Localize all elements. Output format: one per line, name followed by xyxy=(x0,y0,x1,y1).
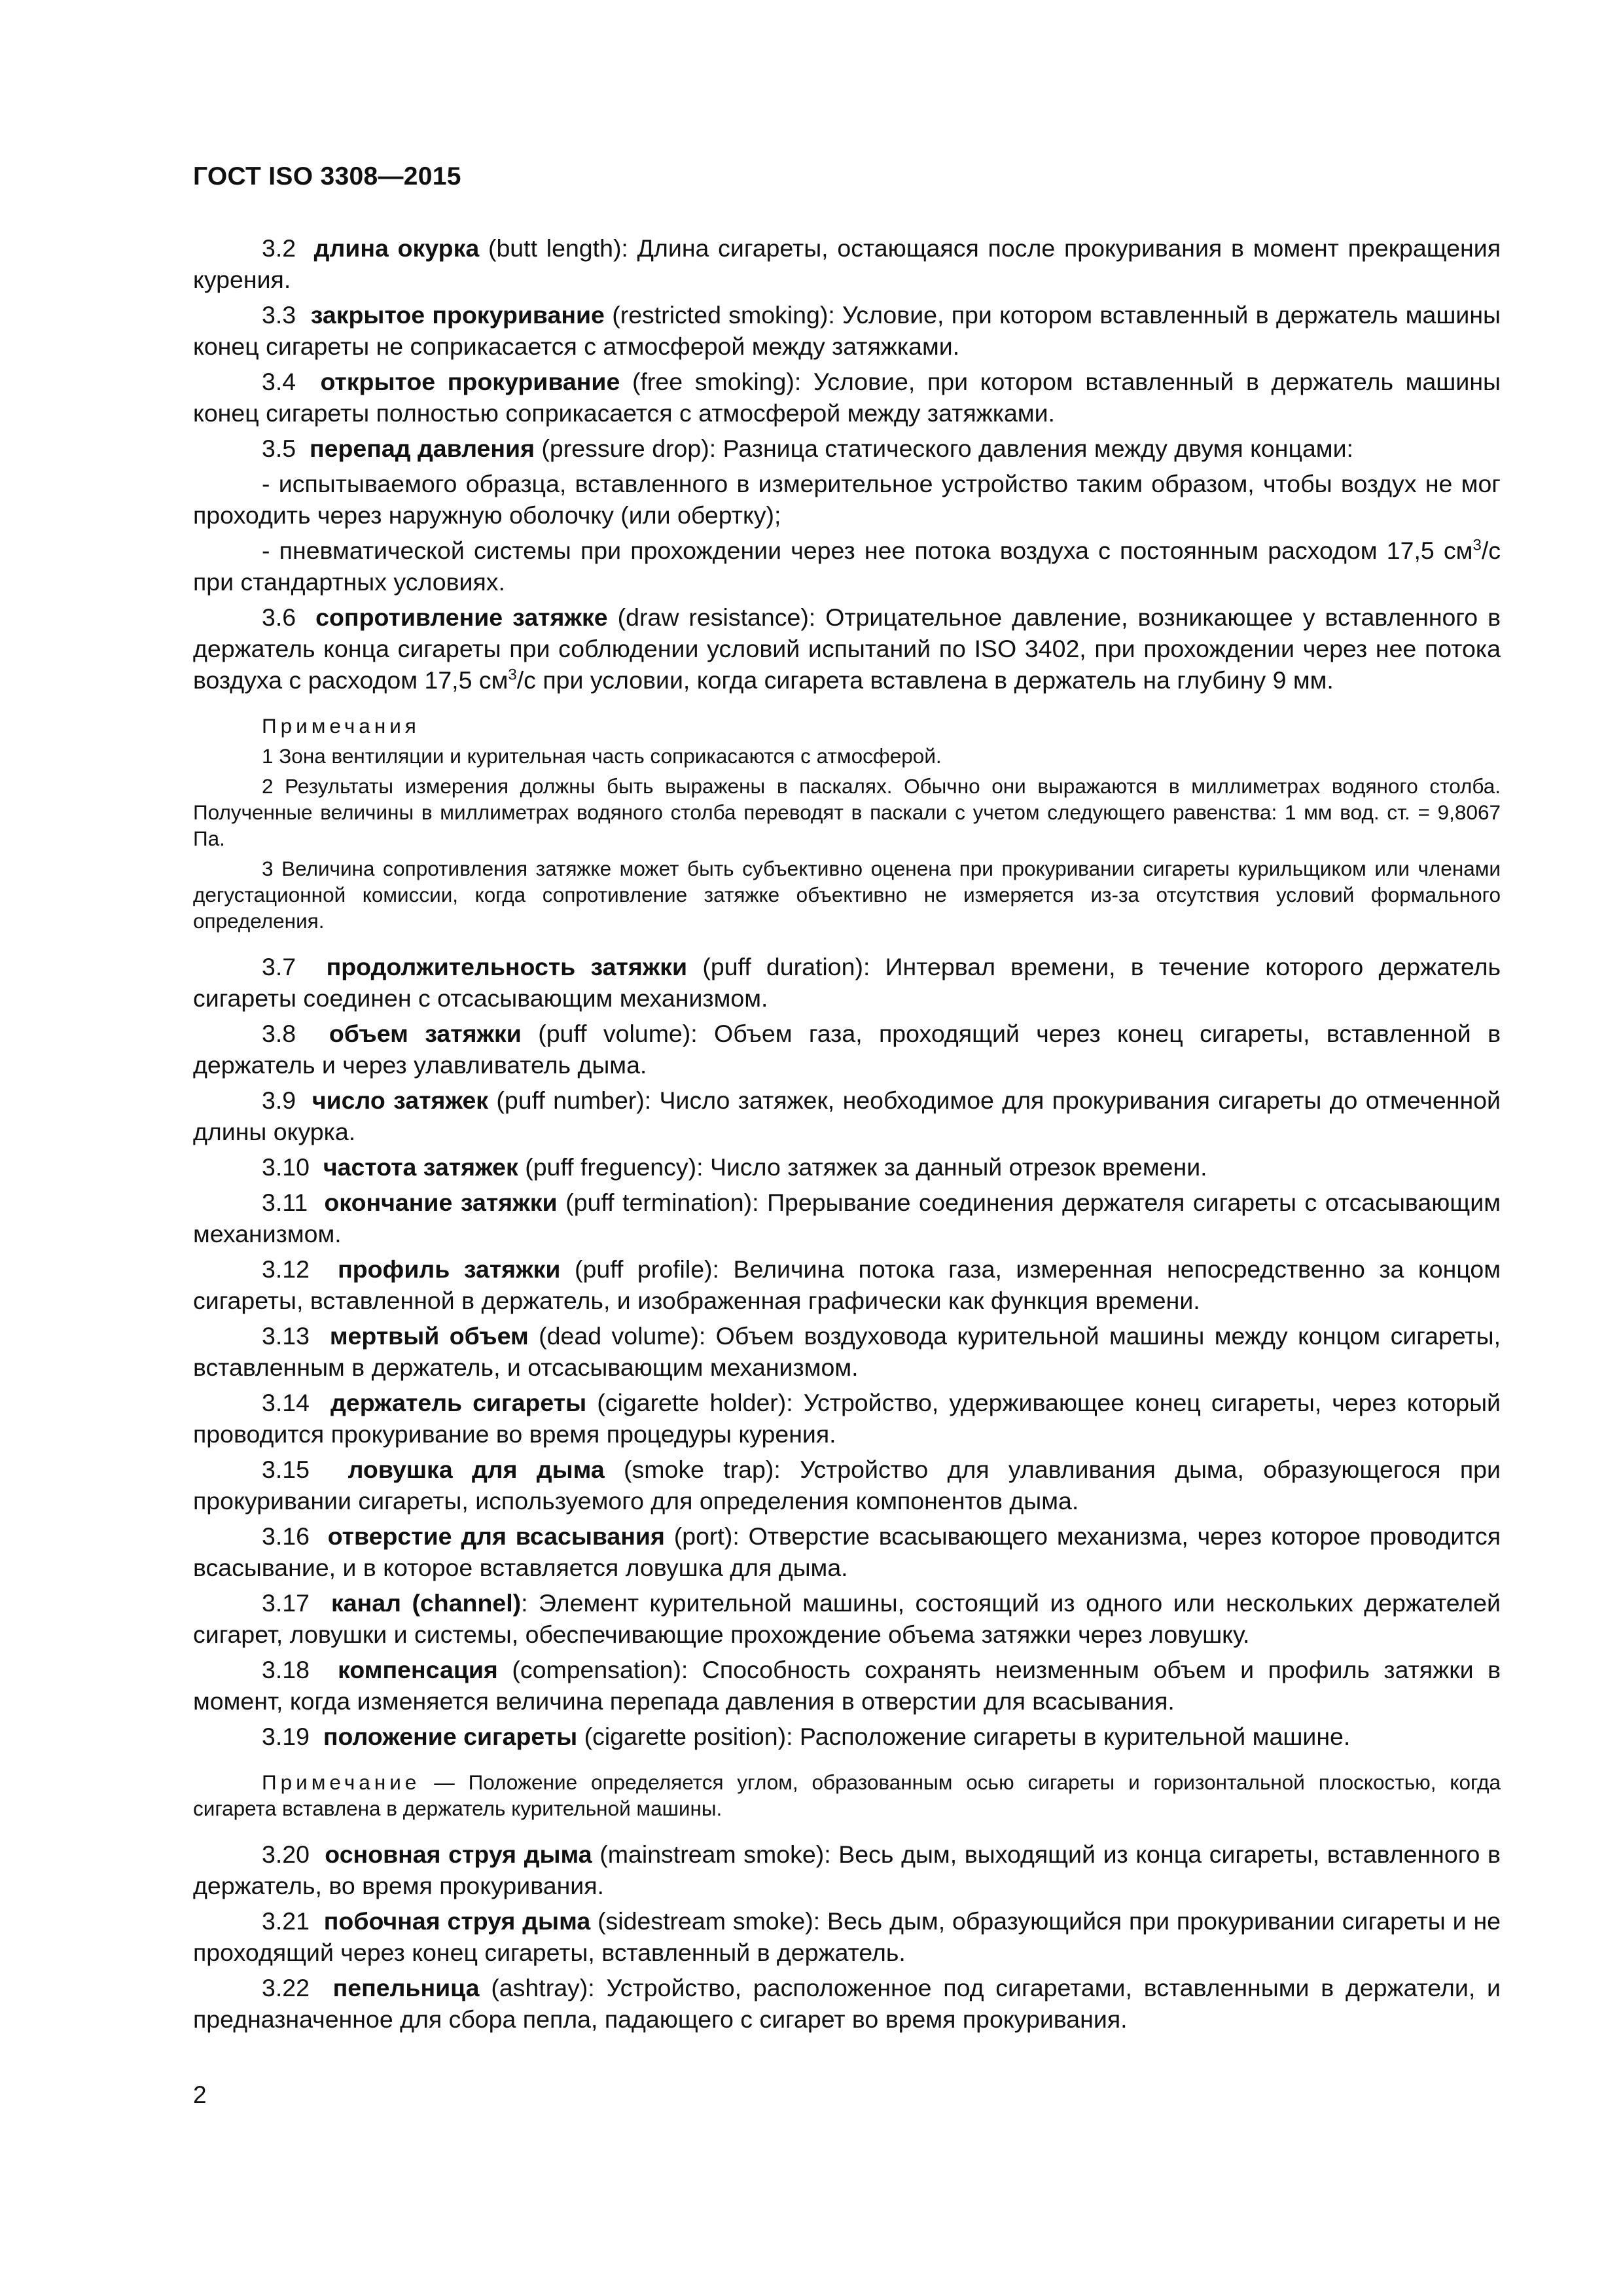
list-item: - испытываемого образца, вставленного в измерительное устройство таким образом, чтобы воздух не мог проходить через наружную оболочку (или обертку); xyxy=(193,470,1501,529)
term: объем затяжки xyxy=(329,1020,522,1047)
note-item: 1 Зона вентиляции и курительная часть соприкасаются с атмосферой. xyxy=(262,744,942,768)
term: мертвый объем xyxy=(329,1322,529,1350)
definition-entry: 3.9 число затяжек (puff number): Число затяжек, необходимое для прокуривания сигареты до отмеченной длины окурка. xyxy=(193,1086,1501,1145)
entries-group-c xyxy=(193,1839,1501,2035)
note-item: Примечание — Положение определяется углом, образованным осью сигареты и горизонтальной плоскостью, когда сигарета вставлена в держатель курительной машины. xyxy=(193,1770,1501,1820)
term: канал (channel) xyxy=(331,1589,522,1617)
entries-group-b xyxy=(193,951,1501,1752)
notes-block xyxy=(193,713,1501,934)
term: ловушка для дыма xyxy=(348,1456,605,1483)
definition-entry: 3.6 сопротивление затяжке (draw resistance): Отрицательное давление, возникающее у вставленного в держатель конца сигареты при соблюдении условий испытаний по ISO 3402, при прохождении через нее потока воздуха с расходом 17,5 $см^3/с$ при условии, когда сигарета вставлена в держатель на глубину 9 мм. xyxy=(193,603,1501,694)
term: длина окурка xyxy=(313,234,480,262)
definition-entry: 3.4 открытое прокуривание (free smoking): Условие, при котором вставленный в держатель машины конец сигареты полностью соприкасается с атмосферой между затяжками. xyxy=(193,368,1501,427)
definition-entry: 3.16 отверстие для всасывания (port): Отверстие всасывающего механизма, через которое проводится всасывание, и в которое вставляется ловушка для дыма. xyxy=(193,1522,1501,1581)
definition-entry: 3.8 объем затяжки (puff volume): Объем газа, проходящий через конец сигареты, вставленной в держатель и через улавливатель дыма. xyxy=(193,1020,1501,1079)
definition-entry: 3.14 держатель сигареты (cigarette holder): Устройство, удерживающее конец сигареты, через который проводится прокуривание во время процедуры курения. xyxy=(193,1389,1501,1448)
page-number: 2 xyxy=(193,2081,207,2108)
notes-title: Примечания xyxy=(262,714,420,738)
definition-entry: 3.22 пепельница (ashtray): Устройство, расположенное под сигаретами, вставленными в держатели, и предназначенное для сбора пепла, падающего с сигарет во время прокуривания. xyxy=(193,1974,1501,2033)
definition-entry: 3.10 частота затяжек (puff freguency): Число затяжек за данный отрезок времени. xyxy=(262,1153,1207,1181)
document-body xyxy=(193,232,1501,2039)
definition-entry: 3.3 закрытое прокуривание (restricted smoking): Условие, при котором вставленный в держатель машины конец сигареты не соприкасается с атмосферой между затяжками. xyxy=(193,301,1501,360)
definition-entry: 3.19 положение сигареты (cigarette position): Расположение сигареты в курительной машине. xyxy=(262,1723,1351,1750)
term: держатель сигареты xyxy=(330,1389,587,1416)
definition-entry: 3.21 побочная струя дыма (sidestream smoke): Весь дым, образующийся при прокуривании сигареты и не проходящий через конец сигареты, вставленный в держатель. xyxy=(193,1907,1501,1966)
term: закрытое прокуривание xyxy=(310,301,605,329)
definition-entry: 3.17 канал (channel): Элемент курительной машины, состоящий из одного или нескольких держателей сигарет, ловушки и системы, обеспечивающие прохождение объема затяжки через ловушку. xyxy=(193,1589,1501,1648)
definition-entry: 3.13 мертвый объем (dead volume): Объем воздуховода курительной машины между концом сигареты, вставленным в держатель, и отсасывающим механизмом. xyxy=(193,1322,1501,1381)
document-header: ГОСТ ISO 3308—2015 xyxy=(193,162,461,190)
note-item: 3 Величина сопротивления затяжке может быть субъективно оценена при прокуривании сигареты курильщиком или членами дегустационной комиссии, когда сопротивление затяжке объективно не измеряется из-за отсутствия условий формального определения. xyxy=(193,857,1501,933)
term: перепад давления xyxy=(309,435,535,462)
list-item: - пневматической системы при прохождении через нее потока воздуха с постоянным расходом 17,5 $см^3/с$ при стандартных условиях. xyxy=(193,536,1501,596)
term: профиль затяжки xyxy=(338,1255,561,1283)
definition-entry: 3.7 продолжительность затяжки (puff duration): Интервал времени, в течение которого держатель сигареты соединен с отсасывающим механизмом. xyxy=(193,953,1501,1012)
term: положение сигареты xyxy=(323,1723,578,1750)
term: основная струя дыма xyxy=(325,1840,592,1868)
definition-entry: 3.20 основная струя дыма (mainstream smoke): Весь дым, выходящий из конца сигареты, вставленного в держатель, во время прокуривания. xyxy=(193,1840,1501,1899)
definition-entry: 3.2 длина окурка (butt length): Длина сигареты, остающаяся после прокуривания в момент прекращения курения. xyxy=(193,234,1501,293)
definition-entry: 3.12 профиль затяжки (puff profile): Величина потока газа, измеренная непосредственно за концом сигареты, вставленной в держатель, и изображенная графически как функция времени. xyxy=(193,1255,1501,1314)
term: сопротивление затяжке xyxy=(315,603,608,631)
note-item: 2 Результаты измерения должны быть выражены в паскалях. Обычно они выражаются в миллиметрах водяного столба. Полученные величины в миллиметрах водяного столба переводят в паскали с учетом следующего равенства: 1 мм вод. ст. = 9,8067 Па. xyxy=(193,774,1501,850)
entries-group-a xyxy=(193,232,1501,464)
term: частота затяжек xyxy=(323,1153,518,1181)
definition-entry: 3.11 окончание затяжки (puff termination): Прерывание соединения держателя сигареты с отсасывающим механизмом. xyxy=(193,1189,1501,1247)
definition-entry: 3.5 перепад давления (pressure drop): Разница статического давления между двумя концами: xyxy=(262,435,1353,462)
term: открытое прокуривание xyxy=(320,368,620,395)
term: число затяжек xyxy=(312,1086,489,1114)
term: продолжительность затяжки xyxy=(326,953,688,980)
term: компенсация xyxy=(338,1656,498,1683)
term: пепельница xyxy=(332,1974,480,2001)
note-single xyxy=(193,1769,1501,1821)
term: побочная струя дыма xyxy=(323,1907,591,1935)
term: отверстие для всасывания xyxy=(327,1522,665,1550)
definition-entry: 3.18 компенсация (compensation): Способность сохранять неизменным объем и профиль затяжки в момент, когда изменяется величина перепада давления в отверстии для всасывания. xyxy=(193,1656,1501,1715)
definition-entry: 3.15 ловушка для дыма (smoke trap): Устройство для улавливания дыма, образующегося при прокуривании сигареты, используемого для определения компонентов дыма. xyxy=(193,1456,1501,1515)
term: окончание затяжки xyxy=(324,1189,558,1216)
